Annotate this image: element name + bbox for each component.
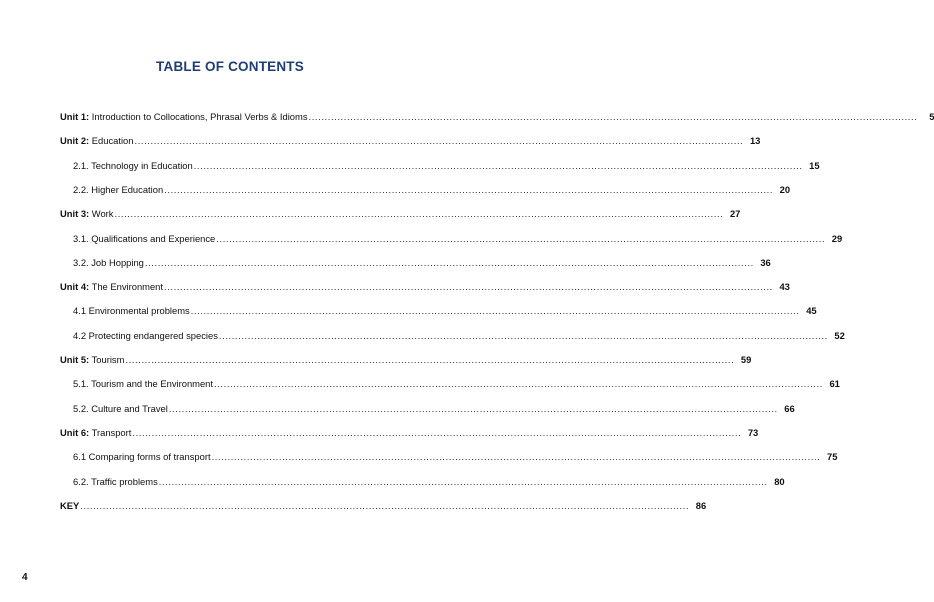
entry-title: Introduction to Collocations, Phrasal Verbs & Idioms [89, 111, 308, 122]
toc-entry-key[interactable] [60, 499, 707, 513]
page-ref: 59 [740, 354, 752, 365]
entry-title: 6.1 Comparing forms of transport [73, 451, 211, 463]
entry-title: 5.2. Culture and Travel [73, 402, 168, 414]
unit-prefix: Unit 2: [60, 135, 90, 147]
dot-leader: .............................................................................................................................................................................................. [214, 378, 823, 390]
dot-leader: .............................................................................................................................................................................................. [114, 208, 724, 220]
page-ref: 20 [779, 183, 791, 195]
toc-entry-3-2[interactable] [73, 256, 771, 270]
unit-prefix: Unit 4: [60, 281, 90, 293]
page-ref: 73 [747, 426, 759, 438]
toc-entry-2-2[interactable] [73, 183, 791, 197]
dot-leader: .............................................................................................................................................................................................. [132, 426, 742, 438]
unit-prefix: Unit 5: [60, 354, 90, 365]
page-ref: 29 [831, 232, 843, 244]
dot-leader: .............................................................................................................................................................................................. [125, 354, 735, 365]
dot-leader: .............................................................................................................................................................................................. [164, 183, 774, 195]
toc-entry-2-1[interactable] [73, 159, 820, 173]
toc-entry-unit-1[interactable] [60, 110, 934, 124]
toc-entry-6-1[interactable] [73, 450, 838, 464]
dot-leader: .............................................................................................................................................................................................. [211, 451, 821, 463]
entry-title: 4.2 Protecting endangered species [73, 329, 218, 341]
toc-entry-unit-6[interactable] [60, 426, 759, 440]
toc-entry-3-1[interactable] [73, 232, 843, 246]
entry-title: The Environment [89, 281, 163, 293]
dot-leader: .............................................................................................................................................................................................. [193, 159, 803, 171]
page-ref: 27 [729, 208, 741, 220]
entry-title: Transport [89, 426, 132, 438]
page-ref: 66 [784, 402, 795, 414]
toc-entry-4-1[interactable] [73, 304, 817, 318]
page-title: TABLE OF CONTENTS [156, 59, 304, 74]
dot-leader: .............................................................................................................................................................................................. [164, 281, 773, 293]
entry-title: Education [89, 135, 134, 147]
page-ref: 15 [809, 159, 820, 171]
entry-title: 3.2. Job Hopping [73, 256, 144, 268]
unit-prefix: Unit 6: [60, 426, 90, 438]
entry-title: 2.1. Technology in Education [73, 159, 193, 171]
entry-title: 4.1 Environmental problems [73, 305, 190, 317]
dot-leader: .............................................................................................................................................................................................. [144, 256, 754, 268]
page-ref: 43 [779, 281, 790, 293]
page-ref: 5 [929, 111, 934, 122]
entry-title: 2.2. Higher Education [73, 183, 164, 195]
toc-entry-unit-5[interactable] [60, 353, 752, 367]
unit-prefix: Unit 3: [60, 208, 90, 220]
entry-title: 6.2. Traffic problems [73, 475, 158, 487]
toc-entry-5-1[interactable] [73, 377, 840, 391]
page-ref: 45 [806, 305, 817, 317]
toc-entry-unit-2[interactable] [60, 134, 761, 148]
dot-leader: .............................................................................................................................................................................................. [168, 402, 778, 414]
dot-leader: .............................................................................................................................................................................................. [308, 111, 918, 122]
page-number: 4 [22, 572, 28, 583]
entry-title: 5.1. Tourism and the Environment [73, 378, 214, 390]
toc-entry-unit-3[interactable] [60, 207, 741, 221]
entry-title: Work [89, 208, 114, 220]
dot-leader: .............................................................................................................................................................................................. [218, 329, 828, 341]
dot-leader: .............................................................................................................................................................................................. [190, 305, 800, 317]
page-ref: 86 [695, 499, 707, 511]
toc-entry-5-2[interactable] [73, 402, 795, 416]
toc-entry-unit-4[interactable] [60, 280, 790, 294]
dot-leader: .............................................................................................................................................................................................. [134, 135, 744, 147]
toc-entry-6-2[interactable] [73, 475, 785, 489]
page-ref: 13 [749, 135, 761, 147]
page-ref: 75 [827, 451, 838, 463]
dot-leader: .............................................................................................................................................................................................. [80, 499, 690, 511]
unit-prefix: KEY [60, 499, 80, 511]
unit-prefix: Unit 1: [60, 111, 90, 122]
toc-entry-4-2[interactable] [73, 329, 845, 343]
dot-leader: .............................................................................................................................................................................................. [158, 475, 768, 487]
page-ref: 36 [760, 256, 771, 268]
page-ref: 80 [774, 475, 785, 487]
page-ref: 52 [834, 329, 845, 341]
page-ref: 61 [829, 378, 840, 390]
dot-leader: .............................................................................................................................................................................................. [216, 232, 826, 244]
entry-title: 3.1. Qualifications and Experience [73, 232, 216, 244]
entry-title: Tourism [89, 354, 125, 365]
